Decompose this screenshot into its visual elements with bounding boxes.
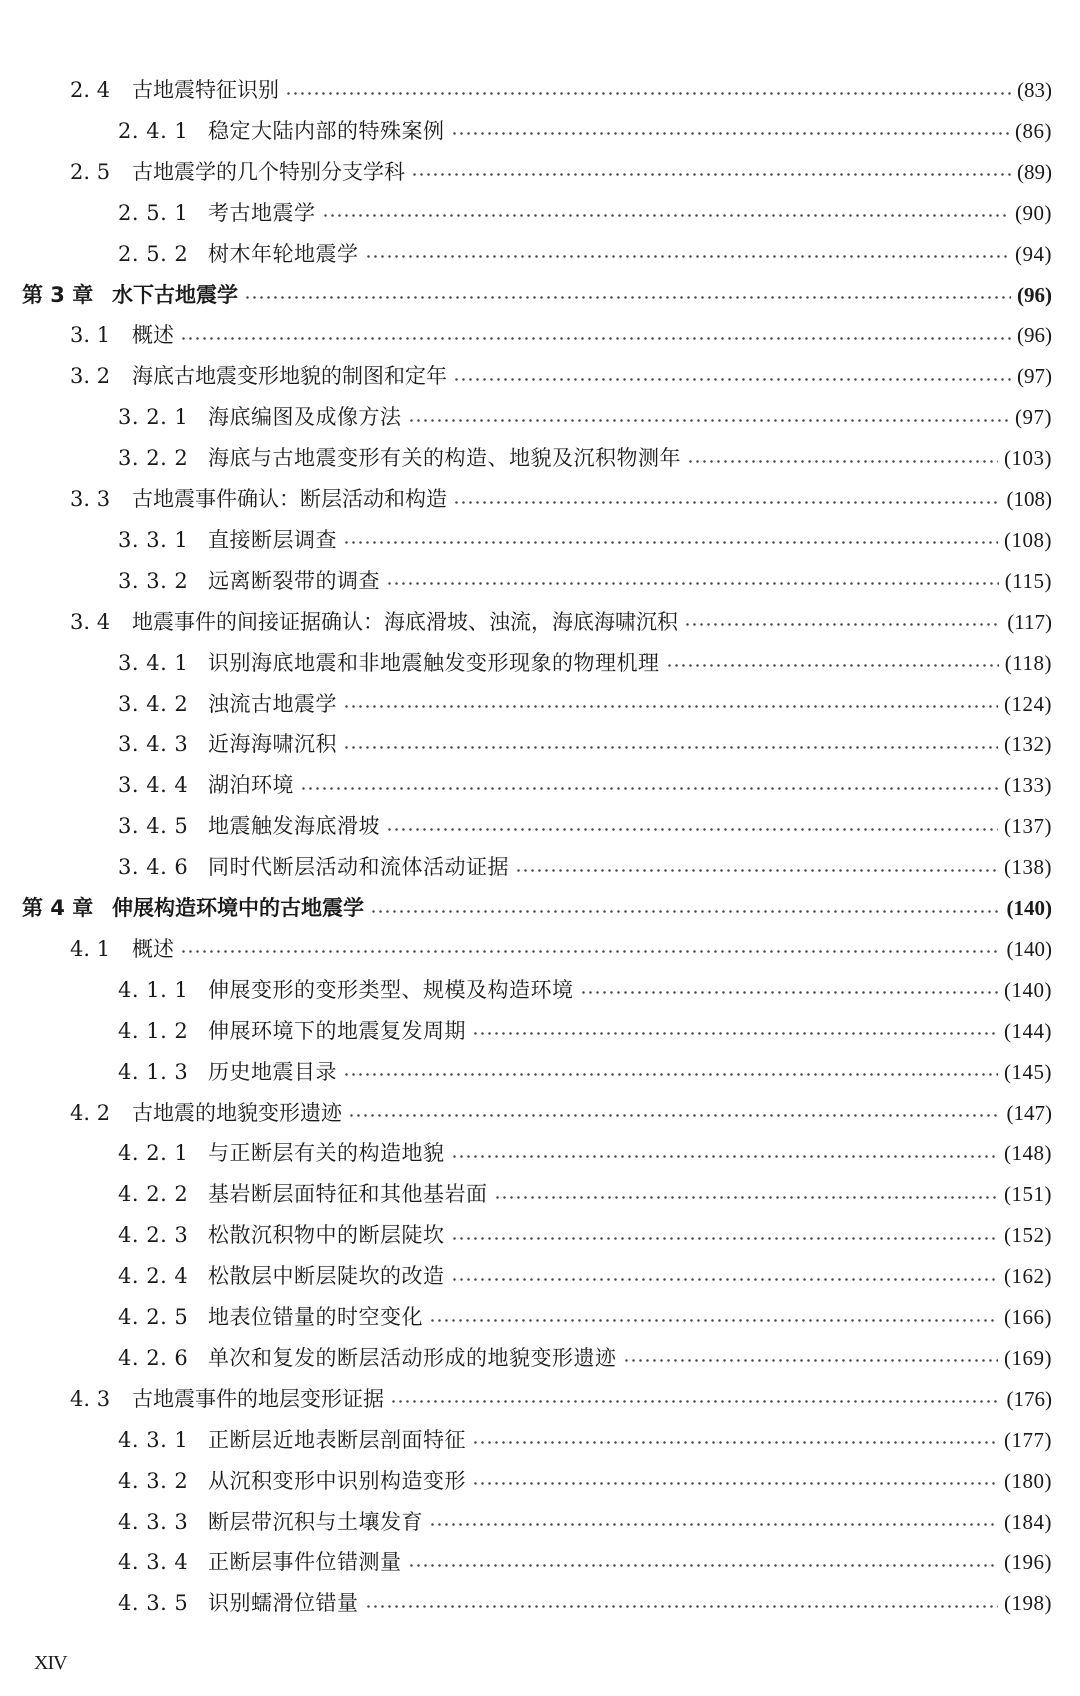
toc-entry-number: 3. 2. 1 bbox=[118, 405, 189, 430]
toc-entry-page: (148) bbox=[1004, 1141, 1052, 1166]
dot-leader bbox=[408, 419, 1010, 422]
dot-leader bbox=[343, 746, 998, 749]
toc-entry-page: (145) bbox=[1004, 1059, 1052, 1084]
toc-entry-number: 2. 5. 2 bbox=[118, 241, 189, 266]
toc-entry-page: (124) bbox=[1004, 691, 1052, 716]
dot-leader bbox=[684, 623, 1001, 626]
toc-entry-title: 稳定大陆内部的特殊案例 bbox=[208, 118, 445, 143]
dot-leader bbox=[343, 541, 998, 544]
toc-entry-page: (166) bbox=[1004, 1305, 1052, 1329]
toc-entry-number: 3. 3. 1 bbox=[118, 527, 189, 552]
dot-leader bbox=[180, 337, 1011, 340]
toc-entry-number: 2. 4 bbox=[70, 78, 111, 102]
toc-entry-number: 4. 2. 2 bbox=[118, 1182, 189, 1207]
toc-entry-number: 第 4 章 bbox=[22, 896, 94, 920]
toc-entry-title: 古地震的地貌变形遗迹 bbox=[132, 1100, 342, 1125]
toc-entry-subsection bbox=[118, 234, 1052, 274]
toc-entry-number: 3. 2 bbox=[70, 364, 111, 389]
toc-entry-page: (118) bbox=[1004, 650, 1052, 675]
dot-leader bbox=[451, 132, 1010, 135]
toc-entry-title: 概述 bbox=[132, 936, 174, 961]
toc-entry-number: 4. 3. 5 bbox=[118, 1591, 189, 1616]
toc-entry-page: (115) bbox=[1004, 568, 1052, 593]
toc-entry-title: 单次和复发的断层活动形成的地貌变形遗迹 bbox=[208, 1345, 617, 1370]
dot-leader bbox=[370, 910, 1001, 913]
toc-entry-page: (94) bbox=[1015, 241, 1052, 266]
toc-entry-title: 古地震事件确认：断层活动和构造 bbox=[132, 487, 447, 511]
toc-entry-subsection bbox=[118, 643, 1052, 683]
toc-entry-number: 3. 4. 5 bbox=[118, 814, 189, 839]
toc-entry-title: 地表位错量的时空变化 bbox=[208, 1305, 423, 1329]
toc-entry-page: (177) bbox=[1004, 1427, 1052, 1452]
toc-entry-number: 4. 3. 1 bbox=[118, 1427, 189, 1452]
toc-entry-subsection bbox=[118, 397, 1052, 437]
toc-entry-title: 地震触发海底滑坡 bbox=[208, 814, 380, 839]
toc-entry-number: 4. 2. 4 bbox=[118, 1264, 189, 1289]
toc-entry-number: 4. 1. 3 bbox=[118, 1059, 189, 1084]
toc-entry-page: (97) bbox=[1015, 405, 1052, 430]
dot-leader bbox=[472, 1482, 998, 1485]
toc-entry-chapter bbox=[22, 888, 1052, 928]
dot-leader bbox=[451, 1155, 999, 1158]
toc-entry-title: 松散层中断层陡坎的改造 bbox=[208, 1264, 445, 1289]
toc-entry-subsection bbox=[118, 1011, 1052, 1051]
toc-entry-title: 海底与古地震变形有关的构造、地貌及沉积物测年 bbox=[208, 446, 681, 471]
dot-leader bbox=[411, 173, 1011, 176]
dot-leader bbox=[348, 1114, 1001, 1117]
toc-entry-title: 浊流古地震学 bbox=[208, 691, 337, 716]
dot-leader bbox=[451, 1237, 999, 1240]
toc-entry-title: 树木年轮地震学 bbox=[208, 241, 359, 266]
toc-entry-number: 3. 1 bbox=[70, 323, 111, 348]
toc-entry-number: 3. 4. 2 bbox=[118, 691, 189, 716]
dot-leader bbox=[300, 787, 998, 790]
toc-entry-page: (162) bbox=[1004, 1264, 1052, 1289]
toc-entry-number: 4. 2. 1 bbox=[118, 1141, 189, 1166]
toc-entry-page: (196) bbox=[1004, 1550, 1052, 1575]
toc-entry-page: (133) bbox=[1004, 773, 1052, 798]
toc-entry-page: (140) bbox=[1004, 977, 1052, 1002]
toc-entry-title: 海底古地震变形地貌的制图和定年 bbox=[132, 364, 447, 389]
dot-leader bbox=[285, 92, 1011, 95]
dot-leader bbox=[386, 828, 998, 831]
dot-leader bbox=[666, 664, 999, 667]
dot-leader bbox=[322, 214, 1010, 217]
toc-entry-number: 2. 5. 1 bbox=[118, 200, 189, 225]
toc-entry-number: 4. 3. 2 bbox=[118, 1468, 189, 1493]
dot-leader bbox=[451, 1278, 999, 1281]
toc-entry-page: (103) bbox=[1004, 446, 1052, 471]
toc-entry-subsection bbox=[118, 847, 1052, 887]
toc-entry-number: 4. 3. 4 bbox=[118, 1550, 189, 1575]
toc-entry-page: (151) bbox=[1004, 1182, 1052, 1207]
toc-entry-subsection bbox=[118, 1420, 1052, 1460]
toc-entry-page: (96) bbox=[1017, 323, 1052, 348]
toc-entry-title: 古地震事件的地层变形证据 bbox=[132, 1386, 384, 1411]
toc-entry-subsection bbox=[118, 438, 1052, 478]
dot-leader bbox=[386, 582, 999, 585]
toc-entry-subsection bbox=[118, 684, 1052, 724]
toc-entry-section bbox=[70, 70, 1052, 110]
toc-entry-section bbox=[70, 1093, 1052, 1133]
toc-entry-number: 3. 4. 3 bbox=[118, 732, 189, 757]
toc-entry-page: (140) bbox=[1006, 896, 1052, 920]
toc-entry-title: 近海海啸沉积 bbox=[208, 732, 337, 757]
toc-entry-subsection bbox=[118, 193, 1052, 233]
dot-leader bbox=[408, 1564, 999, 1567]
toc-entry-page: (144) bbox=[1004, 1018, 1052, 1043]
toc-entry-subsection bbox=[118, 970, 1052, 1010]
toc-entry-subsection bbox=[118, 1133, 1052, 1173]
toc-entry-title: 海底编图及成像方法 bbox=[208, 405, 402, 430]
toc-entry-page: (169) bbox=[1004, 1345, 1052, 1370]
dot-leader bbox=[390, 1400, 1001, 1403]
toc-entry-title: 概述 bbox=[132, 323, 174, 348]
toc-entry-subsection bbox=[118, 1583, 1052, 1623]
toc-entry-title: 与正断层有关的构造地貌 bbox=[208, 1141, 445, 1166]
toc-entry-page: (89) bbox=[1017, 159, 1052, 184]
toc-entry-page: (147) bbox=[1006, 1100, 1052, 1125]
toc-entry-page: (90) bbox=[1015, 200, 1052, 225]
toc-entry-number: 3. 3 bbox=[70, 487, 111, 511]
toc-entry-title: 断层带沉积与土壤发育 bbox=[208, 1509, 423, 1534]
toc-entry-subsection bbox=[118, 724, 1052, 764]
dot-leader bbox=[515, 869, 998, 872]
toc-entry-page: (96) bbox=[1017, 282, 1052, 307]
toc-entry-title: 历史地震目录 bbox=[208, 1059, 337, 1084]
toc-entry-number: 3. 4. 1 bbox=[118, 650, 189, 675]
dot-leader bbox=[429, 1319, 998, 1322]
toc-entry-page: (180) bbox=[1004, 1468, 1052, 1493]
toc-entry-section bbox=[70, 315, 1052, 355]
dot-leader bbox=[453, 378, 1011, 381]
toc-entry-number: 4. 1. 1 bbox=[118, 977, 189, 1002]
dot-leader bbox=[343, 1073, 998, 1076]
toc-entry-number: 4. 2. 6 bbox=[118, 1345, 189, 1370]
toc-entry-title: 从沉积变形中识别构造变形 bbox=[208, 1468, 466, 1493]
toc-entry-subsection bbox=[118, 1542, 1052, 1582]
toc-entry-title: 伸展构造环境中的古地震学 bbox=[112, 896, 364, 920]
toc-entry-section bbox=[70, 1379, 1052, 1419]
dot-leader bbox=[494, 1196, 999, 1199]
dot-leader bbox=[343, 705, 998, 708]
dot-leader bbox=[472, 1441, 998, 1444]
toc-entry-number: 第 3 章 bbox=[22, 282, 94, 307]
toc-entry-subsection bbox=[118, 1174, 1052, 1214]
toc-entry-number: 4. 2. 5 bbox=[118, 1305, 189, 1329]
dot-leader bbox=[365, 255, 1010, 258]
toc-entry-number: 4. 2 bbox=[70, 1100, 111, 1125]
dot-leader bbox=[365, 1605, 999, 1608]
toc-entry-title: 松散沉积物中的断层陡坎 bbox=[208, 1223, 445, 1248]
toc-entry-number: 2. 5 bbox=[70, 159, 111, 184]
toc-entry-number: 4. 3. 3 bbox=[118, 1509, 189, 1534]
toc-entry-section bbox=[70, 602, 1052, 642]
toc-entry-page: (140) bbox=[1006, 936, 1052, 961]
toc-entry-subsection bbox=[118, 1052, 1052, 1092]
toc-entry-number: 3. 4. 4 bbox=[118, 773, 189, 798]
toc-entry-page: (176) bbox=[1006, 1386, 1052, 1411]
toc-entry-subsection bbox=[118, 1215, 1052, 1255]
toc-entry-number: 2. 4. 1 bbox=[118, 118, 189, 143]
toc-entry-subsection bbox=[118, 520, 1052, 560]
toc-entry-title: 识别蠕滑位错量 bbox=[208, 1591, 359, 1616]
toc-entry-title: 同时代断层活动和流体活动证据 bbox=[208, 855, 509, 880]
toc-entry-subsection bbox=[118, 111, 1052, 151]
toc-entry-title: 古地震学的几个特别分支学科 bbox=[132, 159, 405, 184]
dot-leader bbox=[180, 950, 1001, 953]
toc-entry-subsection bbox=[118, 765, 1052, 805]
toc-entry-subsection bbox=[118, 1297, 1052, 1337]
toc-entry-page: (117) bbox=[1007, 609, 1052, 634]
toc-entry-title: 基岩断层面特征和其他基岩面 bbox=[208, 1182, 488, 1207]
toc-entry-page: (108) bbox=[1004, 527, 1052, 552]
toc-entry-section bbox=[70, 479, 1052, 519]
page-number: XIV bbox=[34, 1652, 67, 1674]
dot-leader bbox=[623, 1359, 999, 1362]
toc-entry-number: 3. 3. 2 bbox=[118, 568, 189, 593]
toc-entry-chapter bbox=[22, 275, 1052, 315]
toc-entry-number: 4. 2. 3 bbox=[118, 1223, 189, 1248]
toc-entry-title: 伸展变形的变形类型、规模及构造环境 bbox=[208, 977, 574, 1002]
toc-entry-page: (83) bbox=[1017, 78, 1052, 102]
toc-entry-page: (137) bbox=[1004, 814, 1052, 839]
dot-leader bbox=[472, 1032, 998, 1035]
toc-entry-number: 3. 4. 6 bbox=[118, 855, 189, 880]
toc-entry-subsection bbox=[118, 1461, 1052, 1501]
toc-entry-number: 3. 2. 2 bbox=[118, 446, 189, 471]
toc-entry-section bbox=[70, 929, 1052, 969]
toc-entry-page: (132) bbox=[1004, 732, 1052, 757]
toc-entry-page: (152) bbox=[1004, 1223, 1052, 1248]
toc-entry-subsection bbox=[118, 806, 1052, 846]
toc-entry-subsection bbox=[118, 561, 1052, 601]
toc-entry-title: 远离断裂带的调查 bbox=[208, 568, 380, 593]
toc-entry-number: 3. 4 bbox=[70, 609, 111, 634]
toc-entry-subsection bbox=[118, 1502, 1052, 1542]
toc-entry-title: 伸展环境下的地震复发周期 bbox=[208, 1018, 466, 1043]
toc-entry-title: 正断层近地表断层剖面特征 bbox=[208, 1427, 466, 1452]
toc-entry-page: (86) bbox=[1015, 118, 1052, 143]
dot-leader bbox=[244, 296, 1011, 299]
toc-entry-number: 4. 1 bbox=[70, 936, 111, 961]
toc-entry-page: (184) bbox=[1004, 1509, 1052, 1534]
toc-entry-subsection bbox=[118, 1256, 1052, 1296]
toc-entry-title: 湖泊环境 bbox=[208, 773, 294, 798]
toc-entry-section bbox=[70, 356, 1052, 396]
dot-leader bbox=[580, 991, 999, 994]
toc-entry-title: 地震事件的间接证据确认：海底滑坡、浊流，海底海啸沉积 bbox=[132, 609, 678, 634]
toc-entry-page: (108) bbox=[1006, 487, 1052, 511]
toc-entry-page: (138) bbox=[1004, 855, 1052, 880]
toc-entry-subsection bbox=[118, 1338, 1052, 1378]
toc-entry-title: 识别海底地震和非地震触发变形现象的物理机理 bbox=[208, 650, 660, 675]
toc-entry-number: 4. 1. 2 bbox=[118, 1018, 189, 1043]
toc-entry-number: 4. 3 bbox=[70, 1386, 111, 1411]
toc-entry-section bbox=[70, 152, 1052, 192]
toc-entry-page: (198) bbox=[1004, 1591, 1052, 1616]
toc-entry-title: 水下古地震学 bbox=[112, 282, 238, 307]
toc-entry-title: 考古地震学 bbox=[208, 200, 316, 225]
toc-entry-title: 古地震特征识别 bbox=[132, 78, 279, 102]
dot-leader bbox=[687, 460, 998, 463]
dot-leader bbox=[453, 501, 1001, 504]
toc-entry-page: (97) bbox=[1017, 364, 1052, 389]
toc-entry-title: 正断层事件位错测量 bbox=[208, 1550, 402, 1575]
toc-entry-title: 直接断层调查 bbox=[208, 527, 337, 552]
dot-leader bbox=[429, 1523, 998, 1526]
